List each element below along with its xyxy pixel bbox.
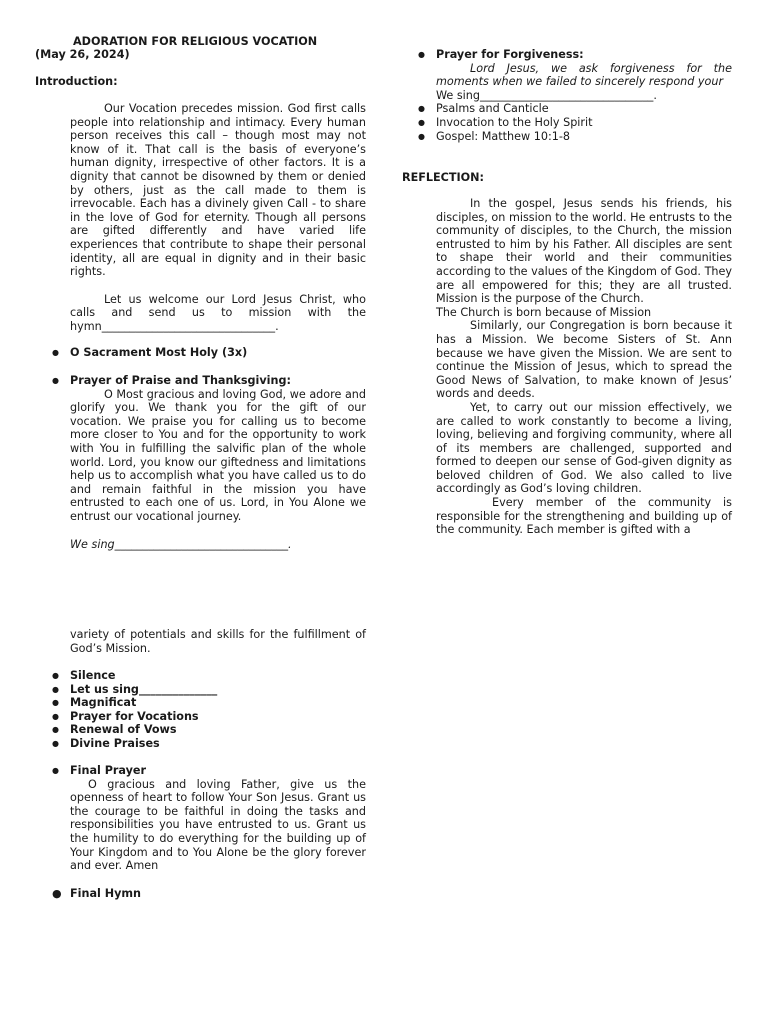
- forgiveness-we-sing: We sing_______________________________.: [436, 88, 657, 102]
- final-prayer-section: [52, 764, 366, 873]
- introduction-paragraph: Our Vocation precedes mission. God first calls people into relationship and intimacy. Every human person receives this call – though most may not know of it. That call is the basis of everyone’s human dignity, irrespective of other factors. It is a dignity that cannot be disowned by them or denied by others, just as the call made to them is irrevocable. Each has a divinely given Call - to share in the love of God for eternity. Though all persons are gifted differently and have varied life experiences that contribute to shape their personal identity, all are equal in dignity and in their basic rights.: [70, 102, 366, 279]
- list-item: ● Prayer for Vocations: [52, 709, 199, 723]
- forgiveness-section: [418, 48, 732, 143]
- praise-heading: Prayer of Praise and Thanksgiving:: [70, 374, 291, 387]
- sacrament-list: [52, 346, 366, 360]
- final-prayer-heading: Final Prayer: [70, 764, 147, 777]
- list-item: ● O Sacrament Most Holy (3x): [52, 346, 248, 359]
- bullet-icon: ●: [52, 711, 59, 721]
- praise-we-sing: We sing_______________________________.: [70, 537, 292, 551]
- bullet-icon: ●: [418, 104, 425, 114]
- bullet-icon: ●: [52, 738, 59, 748]
- list-item: [52, 764, 366, 778]
- list-item: ● Psalms and Canticle: [418, 102, 549, 116]
- continuation-section: [70, 628, 366, 655]
- list-item: ● Let us sing______________: [52, 682, 218, 696]
- praise-prayer-text: O Most gracious and loving God, we adore and glorify you. We thank you for the gift of our vocation. We praise you for calling us to become more closer to You and for the opportunity to work with You in fulfilling the salvific plan of the whole world. Lord, you know our giftedness and limitations help us to accomplish what you have called us to do and remain faithful in the mission you have entrusted to each one of us. Lord, in You Alone we entrust our vocational journey.: [70, 387, 366, 523]
- bullet-icon: ●: [52, 684, 59, 694]
- list-item: ● Invocation to the Holy Spirit: [418, 115, 593, 129]
- reflection-heading: REFLECTION:: [402, 171, 485, 184]
- reflection-section: [436, 197, 732, 537]
- introduction-heading: Introduction:: [35, 75, 118, 88]
- praise-section: [52, 374, 366, 551]
- bullet-icon: ●: [52, 698, 59, 708]
- bullet-icon: ●: [52, 376, 59, 385]
- continuation-text: variety of potentials and skills for the fulfillment of God’s Mission.: [70, 628, 366, 655]
- list-item: ● Magnificat: [52, 696, 137, 710]
- introduction-section: [70, 102, 366, 334]
- bullet-icon: ●: [52, 671, 59, 680]
- bullet-icon: ●: [418, 117, 425, 127]
- bullet-icon: ●: [418, 50, 425, 59]
- welcome-paragraph: Let us welcome our Lord Jesus Christ, who calls and send us to mission with the hymn_______________________________.: [70, 292, 366, 333]
- document-date: (May 26, 2024): [35, 48, 130, 61]
- final-hymn-list: [52, 887, 366, 901]
- bullet-icon: ●: [52, 766, 59, 775]
- list-item: [52, 374, 366, 388]
- forgiveness-prayer-text: Lord Jesus, we ask forgiveness for the moments when we failed to sincerely respond your: [436, 61, 732, 89]
- reflection-paragraph-1: In the gospel, Jesus sends his friends, his disciples, on mission to the world. He entrusts to the community of disciples, to the Church, the mission entrusted to him by his Father. All disciples are sent to shape their world and their communities according to the values of the Kingdom of God. They are all empowered for this; they are all trusted. Mission is the purpose of the Church.: [436, 197, 732, 306]
- document-title: ADORATION FOR RELIGIOUS VOCATION: [73, 35, 318, 48]
- forgiveness-heading: Prayer for Forgiveness:: [436, 48, 584, 61]
- reflection-line: The Church is born because of Mission: [436, 305, 652, 319]
- order-of-service-list: [52, 669, 366, 751]
- list-item: ● Final Hymn: [52, 887, 141, 900]
- bullet-icon: ●: [52, 887, 62, 900]
- list-item: ● Divine Praises: [52, 736, 160, 750]
- reflection-paragraph-2: Similarly, our Congregation is born because it has a Mission. We become Sisters of St. Ann because we have given the Mission. We are sent to continue the Mission of Jesus, which to spread the Good News of Salvation, to make known of Jesus’ words and deeds.: [436, 319, 732, 401]
- reflection-paragraph-4: Every member of the community is responsible for the strengthening and building up of the community. Each member is gifted with a: [436, 496, 732, 537]
- bullet-icon: ●: [418, 131, 425, 141]
- list-item: ● Gospel: Matthew 10:1-8: [418, 129, 570, 143]
- final-prayer-text: O gracious and loving Father, give us the openness of heart to follow Your Son Jesus. Grant us the courage to be faithful in doing the tasks and responsibilities you have entrusted to us. Grant us the humility to do everything for the building up of Your Kingdom and to You Alone be the glory forever and ever. Amen: [70, 777, 366, 873]
- list-item: ● Silence: [52, 669, 116, 682]
- list-item: ● Renewal of Vows: [52, 723, 177, 737]
- reflection-paragraph-3: Yet, to carry out our mission effectively, we are called to work constantly to become a living, loving, believing and forgiving community, where all of its members are challenged, supported and formed to deepen our sense of God-given dignity as beloved children of God. We also called to live accordingly as God’s loving children.: [436, 400, 732, 496]
- bullet-icon: ●: [52, 348, 59, 357]
- bullet-icon: ●: [52, 725, 59, 735]
- list-item: [418, 48, 732, 62]
